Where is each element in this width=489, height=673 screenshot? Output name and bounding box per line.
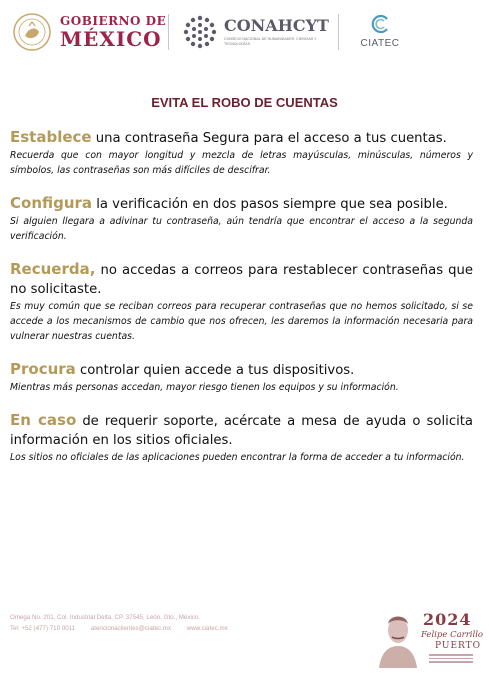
tips-list [10, 128, 473, 481]
tip-text: la verificación en dos pasos siempre que sea posible. [92, 197, 448, 212]
tip-item [10, 360, 473, 395]
ciatec-logo [352, 12, 408, 49]
conahcyt-logo [182, 14, 334, 50]
tip-keyword: Configura [10, 194, 93, 212]
ciatec-icon [368, 12, 392, 36]
conahcyt-subtitle: CONSEJO NACIONAL DE HUMANIDADES, CIENCIAS Y TECNOLOGÍAS [224, 37, 317, 46]
tip-keyword: Establece [10, 128, 92, 146]
footer-address: Omega No. 201, Col. Industrial Delta, CP. 37545, León, Gto., México. [10, 614, 201, 621]
tip-main [10, 260, 473, 299]
tip-text: controlar quien accede a tus dispositivos. [75, 363, 355, 378]
tip-detail: Si alguien llegara a adivinar tu contraseña, aún tendría que encontrar el acceso a la segunda verificación. [10, 216, 473, 242]
footer-contact [10, 612, 242, 634]
tip-item [10, 194, 473, 244]
tip-item [10, 260, 473, 344]
tip-item [10, 128, 473, 178]
logo-year: 2024 [423, 610, 472, 629]
footer-phone: Tel: +52 (477) 710 0011 [10, 625, 76, 632]
conahcyt-dots-icon [182, 14, 218, 50]
tip-detail: Recuerda que con mayor longitud y mezcla de letras mayúsculas, minúsculas, números y símbolos, las contraseñas son más difíciles de descifrar. [10, 150, 473, 176]
logo-name-line2: PUERTO [435, 641, 482, 651]
felipe-carrillo-puerto-2024-logo [375, 604, 484, 668]
mexico-seal-icon [12, 12, 52, 52]
header-divider [168, 14, 169, 50]
gob-line1: GOBIERNO DE [60, 14, 167, 28]
tip-main [10, 360, 473, 380]
tip-main [10, 128, 473, 148]
logo-decoration [429, 654, 473, 665]
tip-detail: Es muy común que se reciban correos para recuperar contraseñas que no hemos solicitado, si se accede a los mecanismos de cambio que nos ofrecen, les daremos la información necesaria para vulnerar nuestras cuentas. [10, 301, 473, 342]
tip-text: no accedas a correos para restablecer contraseñas que no solicitaste. [10, 263, 473, 297]
gobierno-de-mexico-logo [12, 12, 166, 52]
conahcyt-name: CONAHCYT [224, 16, 329, 36]
footer-email[interactable]: atencionaclientes@ciatec.mx [90, 625, 172, 632]
tip-main [10, 411, 473, 450]
tip-text: de requerir soporte, acércate a mesa de ayuda o solicita información en los sitios oficiales. [10, 414, 473, 448]
tip-keyword: Recuerda, [10, 260, 96, 278]
portrait-icon [375, 604, 421, 668]
tip-detail: Mientras más personas accedan, mayor riesgo tienen los equipos y su información. [10, 382, 399, 393]
tip-text: una contraseña Segura para el acceso a tus cuentas. [91, 131, 447, 146]
gob-line2: MÉXICO [60, 27, 162, 51]
tip-keyword: Procura [10, 360, 76, 378]
document-title: EVITA EL ROBO DE CUENTAS [151, 95, 338, 110]
tip-item [10, 411, 473, 465]
header-divider [338, 14, 339, 50]
ciatec-name: CIATEC [360, 38, 400, 49]
tip-main [10, 194, 473, 214]
tip-keyword: En caso [10, 411, 77, 429]
logo-name-line1: Felipe Carrillo [421, 630, 484, 640]
footer-web[interactable]: www.ciatec.mx [186, 625, 228, 632]
page-header [8, 8, 481, 56]
tip-detail: Los sitios no oficiales de las aplicaciones pueden encontrar la forma de acceder a tu información. [10, 452, 465, 463]
